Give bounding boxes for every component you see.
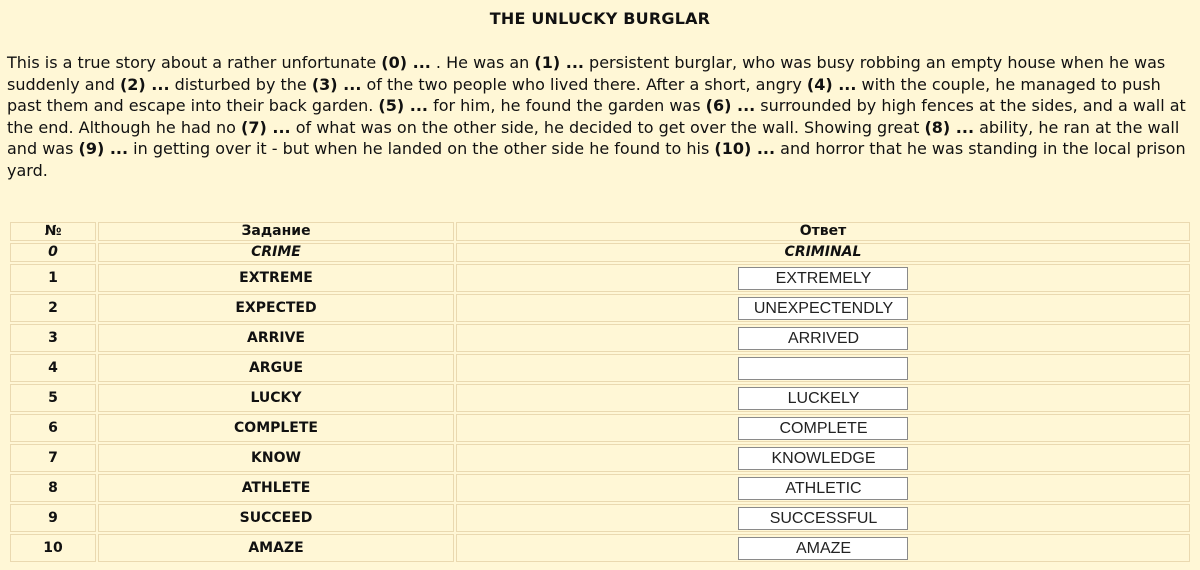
story-fragment: ability, he ran at the wall and was [7,117,1180,158]
story-blank: (1) ... [534,53,584,72]
story-blank: (2) ... [119,74,170,94]
answer-input[interactable]: AMAZE [738,537,908,560]
row-task-word: ARGUE [98,354,454,382]
story-fragment: . He was an [430,53,535,72]
table-row [10,444,1190,472]
header-task: Задание [98,222,454,241]
row-task-word: EXTREME [98,264,454,292]
story-fragment: disturbed by the [169,74,312,94]
story-fragment: with the couple, he managed to push past them and escape into their back garden. [7,74,1161,115]
table-row [10,414,1190,442]
header-number: № [10,222,96,241]
story-blank: (0) ... [381,53,431,72]
row-task-word: SUCCEED [98,504,454,532]
table-row [10,324,1190,352]
table-row [10,384,1190,412]
row-answer-cell [456,324,1190,352]
row-answer-cell [456,384,1190,412]
row-task-word: EXPECTED [98,294,454,322]
table-row [10,474,1190,502]
story-blank: (7) ... [241,117,291,137]
row-answer-cell [456,414,1190,442]
header-answer: Ответ [456,222,1190,241]
table-row [10,504,1190,532]
story-blank: (4) ... [806,74,857,94]
row-number: 5 [10,384,96,412]
story-blank: (6) ... [705,96,756,115]
story-fragment: of the two people who lived there. After a short, angry [361,74,807,94]
row-number: 1 [10,264,96,292]
story-text [7,52,1193,181]
row-number: 10 [10,534,96,562]
example-task: CRIME [98,243,454,262]
table-row [10,354,1190,382]
table-header-row [10,222,1190,241]
row-number: 3 [10,324,96,352]
row-task-word: LUCKY [98,384,454,412]
story-fragment: for him, he found the garden was [427,96,706,115]
row-task-word: ATHLETE [98,474,454,502]
example-answer: CRIMINAL [456,243,1190,262]
row-answer-cell [456,354,1190,382]
row-answer-cell [456,294,1190,322]
table-row [10,264,1190,292]
row-number: 7 [10,444,96,472]
row-task-word: ARRIVE [98,324,454,352]
story-fragment: This is a true story about a rather unfortunate [7,53,382,72]
answer-input[interactable]: UNEXPECTENDLY [738,297,908,320]
answer-input[interactable]: ATHLETIC [738,477,908,500]
story-blank: (3) ... [311,74,362,94]
story-blank: (9) ... [78,139,129,158]
story-blank: (10) ... [714,139,776,158]
row-answer-cell [456,444,1190,472]
answer-input[interactable]: EXTREMELY [738,267,908,290]
example-number: 0 [10,243,96,262]
table-row [10,294,1190,322]
answer-table [8,220,1192,564]
answer-input[interactable]: KNOWLEDGE [738,447,908,470]
story-blank: (8) ... [924,117,975,137]
row-answer-cell [456,264,1190,292]
row-task-word: COMPLETE [98,414,454,442]
answer-input[interactable] [738,357,908,380]
row-answer-cell [456,504,1190,532]
row-number: 9 [10,504,96,532]
row-number: 2 [10,294,96,322]
page-title: THE UNLUCKY BURGLAR [489,9,711,28]
answer-input[interactable]: ARRIVED [738,327,908,350]
story-fragment: of what was on the other side, he decided to get over the wall. Showing great [290,117,925,137]
row-task-word: KNOW [98,444,454,472]
table-row [10,534,1190,562]
answer-input[interactable]: LUCKELY [738,387,908,410]
row-number: 8 [10,474,96,502]
answer-input[interactable]: COMPLETE [738,417,908,440]
story-fragment: in getting over it - but when he landed on the other side he found to his [128,139,715,158]
row-answer-cell [456,474,1190,502]
row-answer-cell [456,534,1190,562]
story-fragment: surrounded by high fences at the sides, and a wall at the end. Although he had no [7,96,1186,137]
story-fragment: persistent burglar, who was busy robbing an empty house when he was suddenly and [7,53,1166,94]
row-task-word: AMAZE [98,534,454,562]
answer-input[interactable]: SUCCESSFUL [738,507,908,530]
story-blank: (5) ... [378,96,428,115]
row-number: 4 [10,354,96,382]
row-number: 6 [10,414,96,442]
story-fragment: and horror that he was standing in the local prison yard. [7,139,1186,180]
example-row [10,243,1190,262]
